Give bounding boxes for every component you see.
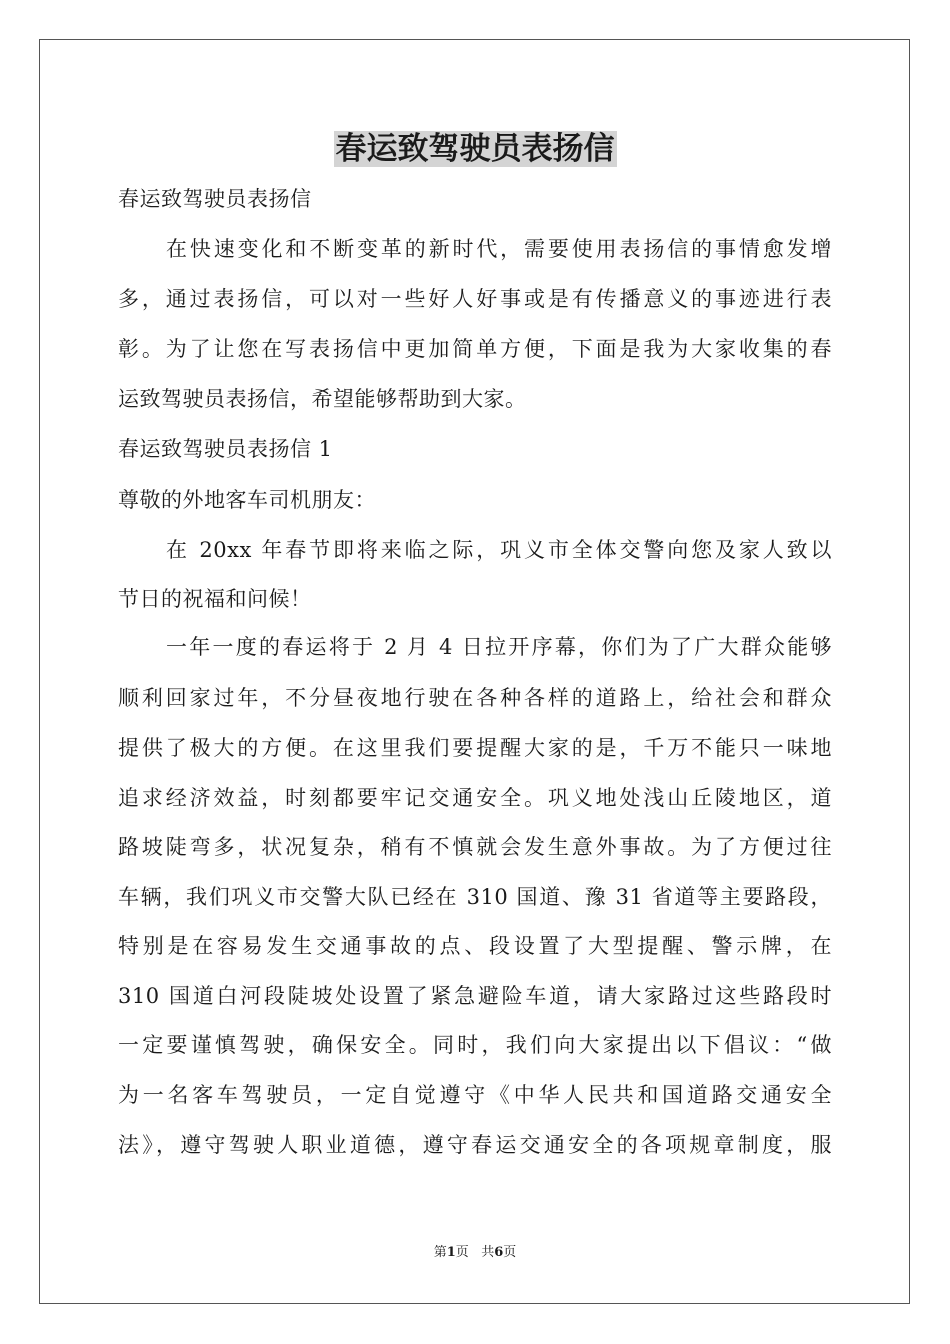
paragraph-line: 310 国道白河段陡坡处设置了紧急避险车道，请大家路过这些路段时 bbox=[118, 984, 832, 1008]
page-total: 6 bbox=[494, 1245, 504, 1260]
paragraph-line: 提供了极大的方便。在这里我们要提醒大家的是，千万不能只一味地 bbox=[118, 736, 832, 760]
paragraph-line: 车辆，我们巩义市交警大队已经在 310 国道、豫 31 省道等主要路段， bbox=[118, 885, 832, 909]
document-title: 春运致驾驶员表扬信 bbox=[335, 131, 615, 167]
salutation: 尊敬的外地客车司机朋友： bbox=[118, 488, 376, 512]
paragraph-line: 多，通过表扬信，可以对一些好人好事或是有传播意义的事迹进行表 bbox=[118, 287, 832, 311]
page-border bbox=[39, 39, 910, 1304]
paragraph-line: 法》，遵守驾驶人职业道德，遵守春运交通安全的各项规章制度，服 bbox=[118, 1133, 832, 1157]
paragraph-line: 运致驾驶员表扬信，希望能够帮助到大家。 bbox=[118, 387, 527, 411]
page-footer bbox=[0, 1244, 950, 1262]
total-suffix: 页 bbox=[503, 1245, 517, 1260]
page-current: 1 bbox=[446, 1245, 456, 1260]
paragraph-line: 为一名客车驾驶员，一定自觉遵守《中华人民共和国道路交通安全 bbox=[118, 1083, 832, 1107]
paragraph-line: 在快速变化和不断变革的新时代，需要使用表扬信的事情愈发增 bbox=[166, 237, 832, 261]
paragraph-line: 特别是在容易发生交通事故的点、段设置了大型提醒、警示牌，在 bbox=[118, 934, 832, 958]
page-prefix: 第 bbox=[433, 1245, 447, 1260]
paragraph-line: 追求经济效益，时刻都要牢记交通安全。巩义地处浅山丘陵地区，道 bbox=[118, 786, 832, 810]
subtitle-line: 春运致驾驶员表扬信 bbox=[118, 187, 312, 211]
paragraph-line: 一定要谨慎驾驶，确保安全。同时，我们向大家提出以下倡议：“做 bbox=[118, 1033, 832, 1057]
page-suffix: 页 bbox=[455, 1245, 469, 1260]
paragraph-line: 在 20xx 年春节即将来临之际，巩义市全体交警向您及家人致以 bbox=[166, 538, 832, 562]
paragraph-line: 顺利回家过年，不分昼夜地行驶在各种各样的道路上，给社会和群众 bbox=[118, 686, 832, 710]
paragraph-line: 节日的祝福和问候！ bbox=[118, 587, 312, 611]
total-prefix: 共 bbox=[481, 1245, 495, 1260]
paragraph-line: 一年一度的春运将于 2 月 4 日拉开序幕，你们为了广大群众能够 bbox=[166, 635, 832, 659]
section-heading: 春运致驾驶员表扬信 1 bbox=[118, 437, 333, 461]
paragraph-line: 路坡陡弯多，状况复杂，稍有不慎就会发生意外事故。为了方便过往 bbox=[118, 835, 832, 859]
paragraph-line: 彰。为了让您在写表扬信中更加简单方便，下面是我为大家收集的春 bbox=[118, 337, 832, 361]
